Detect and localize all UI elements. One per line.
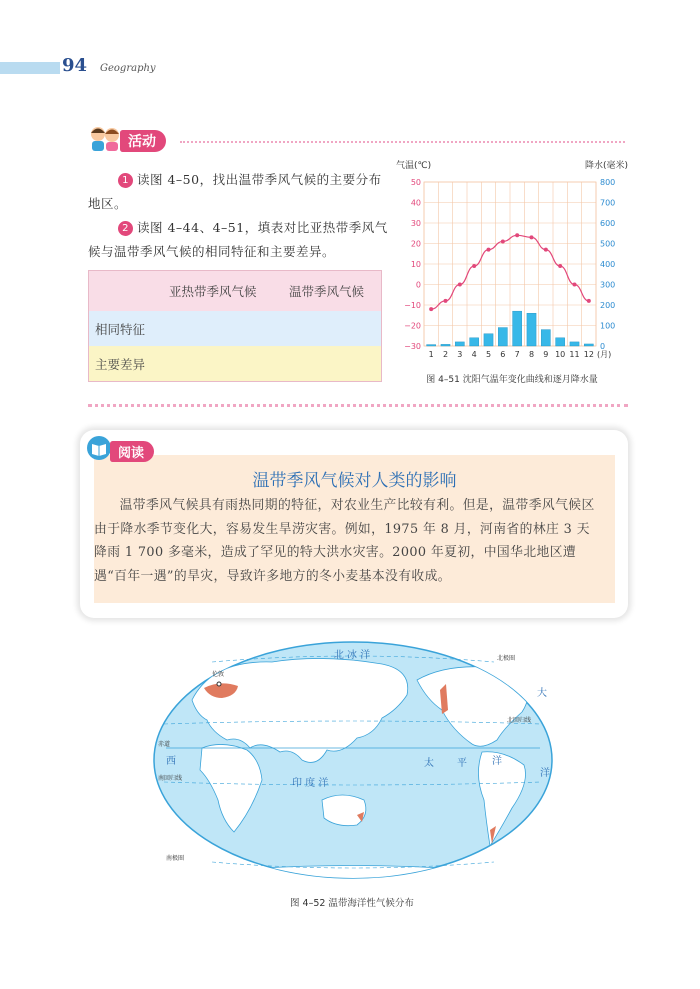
london-marker (217, 682, 221, 686)
question-1 (88, 168, 390, 216)
chart-x-tick: 6 (500, 350, 506, 359)
map-label-equator: 赤道 (158, 741, 171, 748)
chart-precip-tick: 400 (600, 260, 616, 269)
chart-x-tick: 9 (543, 350, 549, 359)
chart-x-tick: 2 (442, 350, 449, 359)
activity-dotted-line (180, 141, 625, 143)
chart-precip-bar (556, 338, 565, 346)
map-label-arctic-circle: 北极圈 (497, 655, 516, 662)
chart-temp-point (558, 264, 562, 268)
subject-label: Geography (100, 63, 156, 74)
chart-x-tick: 5 (485, 350, 492, 359)
kids-icon (88, 125, 122, 151)
question-1-number: 1 (118, 173, 133, 188)
map-label-indian: 印 度 洋 (292, 778, 329, 789)
chart-caption: 图 4–51 沈阳气温年变化曲线和逐月降水量 (426, 375, 598, 385)
reading-body: 温带季风气候具有雨热同期的特征，对农业生产比较有利。但是，温带季风气候区由于降水季节变化大，容易发生旱涝灾害。例如，1975 年 8 月，河南省的林庄 3 天降雨 1 700 多毫米，造成了罕见的特大洪水灾害。2000 年夏初，中国华北地区遭遇“百年一遇”的旱灾，导致许多地方的冬小麦基本没有收成。 (94, 498, 595, 584)
chart-right-axis-label: 降水(毫米) (584, 161, 628, 171)
chart-temp-tick: −10 (404, 301, 421, 310)
table-col-subtropical: 亚热带季风气候 (169, 284, 257, 299)
chart-precip-bar (498, 328, 507, 346)
chart-precip-bar (455, 342, 464, 346)
chart-temp-point (501, 239, 505, 243)
chart-precip-bar (484, 334, 493, 346)
chart-x-tick: 12 (583, 350, 594, 359)
chart-temp-tick: 20 (410, 239, 421, 249)
chart-temp-tick: 10 (410, 260, 421, 269)
chart-temp-tick: −30 (404, 342, 421, 351)
chart-left-axis-label: 气温(℃) (396, 161, 432, 171)
chart-temp-point (472, 264, 476, 268)
chart-temp-point (530, 235, 534, 239)
chart-x-tick: 1 (428, 350, 434, 359)
header-color-bar (0, 62, 60, 74)
chart-precip-tick: 300 (600, 280, 616, 290)
map-label-pacific-3: 洋 (492, 756, 502, 767)
map-label-tropic-n: 北回归线 (507, 717, 532, 724)
chart-temp-point (587, 299, 591, 303)
chart-x-tick: 8 (528, 350, 535, 359)
chart-temp-tick: 30 (410, 219, 421, 228)
comparison-table (88, 270, 382, 382)
chart-temp-tick: 0 (415, 280, 421, 290)
chart-precip-bar (513, 311, 522, 346)
activity-badge: 活动 (120, 130, 166, 152)
chart-precip-bar (427, 345, 436, 346)
map-label-antarctic-circle: 南极圈 (166, 855, 185, 862)
chart-precip-tick: 200 (600, 301, 616, 310)
chart-tick-labels (404, 178, 615, 359)
chart-temp-point (444, 299, 448, 303)
map-label-arctic: 北 冰 洋 (333, 650, 371, 661)
map-label-tropic-s: 南回归线 (158, 775, 183, 782)
chart-temp-point (544, 248, 548, 252)
chart-temp-point (487, 248, 491, 252)
chart-temp-point (515, 233, 519, 237)
chart-precip-bar (584, 344, 593, 346)
chart-precip-tick: 0 (600, 342, 606, 351)
climate-chart (394, 156, 630, 388)
chart-x-tick: 7 (514, 350, 520, 359)
chart-grid (424, 182, 596, 346)
chart-x-tick: 11 (569, 350, 580, 359)
world-map (152, 640, 554, 880)
chart-temp-tick: −20 (404, 321, 421, 331)
map-label-pacific-2: 平 (457, 758, 467, 769)
table-row (89, 346, 381, 381)
chart-precip-tick: 800 (600, 178, 616, 187)
chart-precip-tick: 600 (600, 219, 616, 228)
map-label-atlantic-s: 西 (166, 756, 176, 767)
map-label-ocean-east: 洋 (540, 768, 550, 779)
chart-precip-tick: 100 (600, 321, 616, 331)
chart-temp-tick: 40 (410, 198, 421, 208)
page-number: 94 (62, 55, 88, 76)
question-1-text: 读图 4–50，找出温带季风气候的主要分布地区。 (88, 172, 382, 211)
chart-precip-tick: 500 (600, 239, 616, 249)
map-label-atlantic-n: 大 (537, 688, 547, 699)
chart-precip-bar (470, 338, 479, 346)
chart-precip-bar (527, 313, 536, 346)
chart-temp-point (573, 283, 577, 287)
reading-title: 温带季风气候对人类的影响 (252, 471, 457, 491)
chart-precip-bar (541, 330, 550, 346)
chart-x-unit: (月) (597, 350, 612, 359)
chart-temp-point (458, 283, 462, 287)
map-label-city: 伦敦 (212, 671, 225, 678)
question-2-text: 读图 4–44、4–51，填表对比亚热带季风气候与温带季风气候的相同特征和主要差异。 (88, 220, 388, 259)
chart-precip-bar (570, 342, 579, 346)
section-dotted-separator (88, 404, 628, 407)
book-icon (86, 435, 112, 461)
table-row (89, 311, 381, 346)
map-label-pacific-1: 太 (424, 758, 434, 769)
question-2 (88, 216, 390, 264)
table-header-row (89, 271, 381, 311)
chart-x-tick: 10 (555, 350, 566, 359)
chart-x-tick: 4 (471, 350, 477, 359)
chart-precip-bar (441, 344, 450, 346)
question-2-number: 2 (118, 221, 133, 236)
reading-badge: 阅读 (110, 441, 154, 462)
table-row-label-diff: 主要差异 (95, 356, 146, 372)
table-col-temperate: 温带季风气候 (289, 284, 365, 299)
chart-temp-point (429, 307, 433, 311)
chart-temp-tick: 50 (410, 178, 421, 187)
table-row-label-same: 相同特征 (95, 321, 146, 337)
chart-x-tick: 3 (457, 350, 463, 359)
map-caption: 图 4–52 温带海洋性气候分布 (290, 898, 414, 909)
chart-precip-tick: 700 (600, 198, 616, 208)
